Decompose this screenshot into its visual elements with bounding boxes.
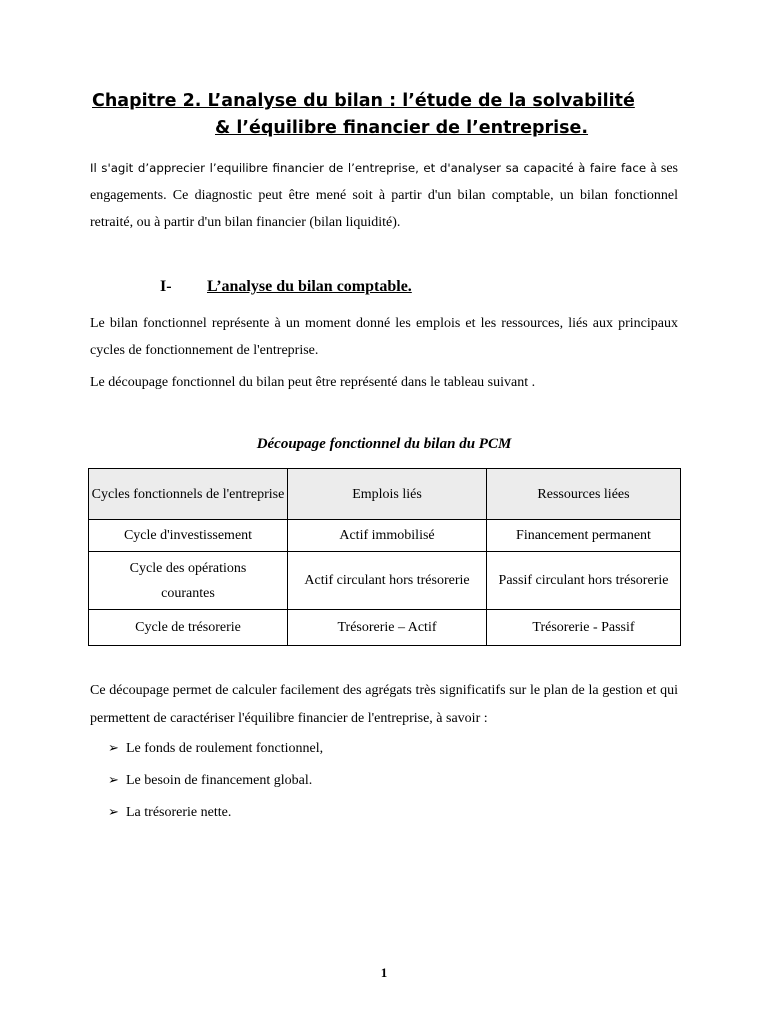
section-title: L’analyse du bilan comptable. bbox=[207, 278, 412, 295]
arrow-bullet-icon: ➢ bbox=[108, 772, 119, 787]
list-item-text: Le besoin de financement global. bbox=[126, 773, 313, 788]
list-item bbox=[108, 800, 323, 832]
table-row bbox=[89, 610, 681, 646]
intro-serif-text: à ses engagements. Ce diagnostic peut être mené soit à partir d'un bilan comptable, un bilan fonctionnel retraité, ou à partir d'un bilan financier (bilan liquidité). bbox=[90, 161, 678, 230]
table-header-row bbox=[89, 469, 681, 520]
table-cell: Actif immobilisé bbox=[288, 520, 487, 552]
table-header-cell: Emplois liés bbox=[288, 469, 487, 520]
chapter-title-line-2: & l’équilibre financier de l’entreprise. bbox=[215, 118, 589, 138]
table-cell: Trésorerie - Passif bbox=[487, 610, 681, 646]
paragraph-decoupage: Le découpage fonctionnel du bilan peut être représenté dans le tableau suivant . bbox=[90, 375, 536, 390]
aggregates-list bbox=[108, 736, 323, 832]
table-cell: Actif circulant hors trésorerie bbox=[288, 552, 487, 610]
intro-sans-text: Il s'agit d’apprecier l’equilibre financier de l’entreprise, et d'analyser sa capacité à faire face bbox=[90, 161, 647, 175]
section-number: I- bbox=[160, 278, 172, 295]
table-caption: Découpage fonctionnel du bilan du PCM bbox=[256, 436, 512, 452]
paragraph-bilan-fonctionnel: Le bilan fonctionnel représente à un moment donné les emplois et les ressources, liés aux principaux cycles de fonctionnement de l'entreprise. bbox=[90, 316, 678, 358]
list-item-text: La trésorerie nette. bbox=[126, 805, 232, 820]
arrow-bullet-icon: ➢ bbox=[108, 740, 119, 755]
table-cell: Cycle d'investissement bbox=[89, 520, 288, 552]
section-heading bbox=[160, 278, 412, 296]
table-cell: Trésorerie – Actif bbox=[288, 610, 487, 646]
paragraph-agregats: Ce découpage permet de calculer facilement des agrégats très significatifs sur le plan de la gestion et qui permettent de caractériser l'équilibre financier de l'entreprise, à savoir : bbox=[90, 683, 678, 726]
chapter-title-line-1: Chapitre 2. L’analyse du bilan : l’étude de la solvabilité bbox=[92, 91, 635, 111]
table-header-cell: Cycles fonctionnels de l'entreprise bbox=[89, 469, 288, 520]
list-item bbox=[108, 768, 323, 800]
table-cell: Financement permanent bbox=[487, 520, 681, 552]
table-row bbox=[89, 520, 681, 552]
table-row bbox=[89, 552, 681, 610]
intro-paragraph bbox=[90, 155, 678, 236]
arrow-bullet-icon: ➢ bbox=[108, 804, 119, 819]
table-cell: Cycle de trésorerie bbox=[89, 610, 288, 646]
table-header-cell: Ressources liées bbox=[487, 469, 681, 520]
page-number: 1 bbox=[380, 965, 388, 980]
list-item bbox=[108, 736, 323, 768]
functional-balance-table bbox=[88, 468, 681, 646]
table-cell: Passif circulant hors trésorerie bbox=[487, 552, 681, 610]
chapter-title bbox=[92, 88, 692, 142]
list-item-text: Le fonds de roulement fonctionnel, bbox=[126, 741, 324, 756]
table-cell: Cycle des opérations courantes bbox=[89, 552, 288, 610]
